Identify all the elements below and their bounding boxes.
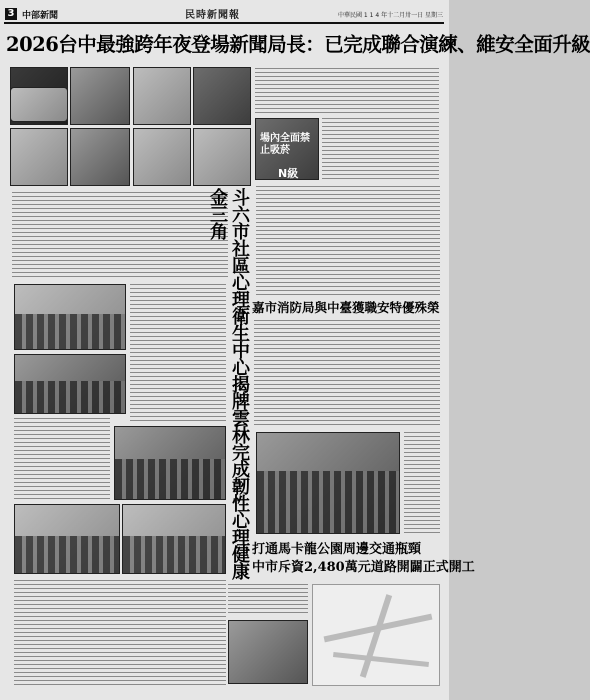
photo-traffic-map bbox=[10, 128, 68, 186]
photo-no-smoking-board bbox=[255, 118, 319, 180]
map-road bbox=[333, 652, 429, 667]
issue-date: 中華民國 1 1 4 年十二月卅一日 星期三 bbox=[338, 12, 443, 19]
photo-ceremony-speech bbox=[14, 284, 126, 350]
crowd-shape bbox=[15, 536, 119, 573]
crowd-shape bbox=[15, 314, 125, 349]
article-text bbox=[255, 68, 439, 114]
article-headline-douliu: 斗六市社區心理衛生中心揭牌雲林完成韌性心理健康金三角 bbox=[207, 188, 250, 579]
photo-stage-plan bbox=[70, 67, 130, 125]
photo-group-photo bbox=[14, 354, 126, 414]
page-number-badge: 3 bbox=[5, 8, 17, 20]
photo-award-group bbox=[256, 432, 400, 534]
photo-info-card bbox=[10, 87, 68, 122]
article-headline-macaron-line1: 打通馬卡龍公園周邊交通瓶頸 bbox=[252, 542, 422, 557]
crowd-shape bbox=[115, 459, 225, 499]
photo-parking-info bbox=[193, 128, 251, 186]
article-headline-macaron-line2: 中市斥資2,480萬元道路開闢正式開工 bbox=[252, 560, 475, 575]
article-text bbox=[228, 584, 308, 616]
article-text bbox=[14, 580, 226, 686]
photo-traffic-control bbox=[193, 67, 251, 125]
article-text bbox=[12, 192, 228, 280]
main-headline: 2026台中最強跨年夜登場新聞局長：已完成聯合演練、維安全面升級 bbox=[6, 33, 590, 56]
photo-stage-schedule bbox=[70, 128, 130, 186]
photo-speaker bbox=[122, 504, 226, 574]
article-text bbox=[322, 118, 439, 180]
no-smoking-sub: N級 bbox=[278, 167, 299, 180]
article-text bbox=[14, 418, 110, 500]
article-text bbox=[254, 320, 440, 426]
masthead: 民時新聞報 bbox=[185, 10, 240, 21]
photo-unveiling bbox=[114, 426, 226, 500]
section-title: 中部新聞 bbox=[22, 11, 59, 21]
map-road bbox=[360, 594, 392, 678]
article-text bbox=[404, 432, 440, 534]
photo-road-aerial bbox=[228, 620, 308, 684]
article-text bbox=[256, 186, 440, 296]
photo-audience bbox=[14, 504, 120, 574]
photo-venue-map bbox=[133, 67, 191, 125]
article-headline-chiayi-fire: 嘉市消防局與中臺獲職安特優殊榮 bbox=[252, 300, 440, 315]
no-smoking-text: 場內全面禁止吸菸 bbox=[260, 133, 310, 156]
photo-shuttle-map bbox=[133, 128, 191, 186]
street-map bbox=[312, 584, 440, 686]
crowd-shape bbox=[123, 536, 225, 573]
crowd-shape bbox=[257, 471, 399, 533]
article-text bbox=[130, 284, 226, 422]
page-header bbox=[0, 4, 449, 22]
header-rule bbox=[4, 22, 444, 24]
crowd-shape bbox=[15, 381, 125, 413]
